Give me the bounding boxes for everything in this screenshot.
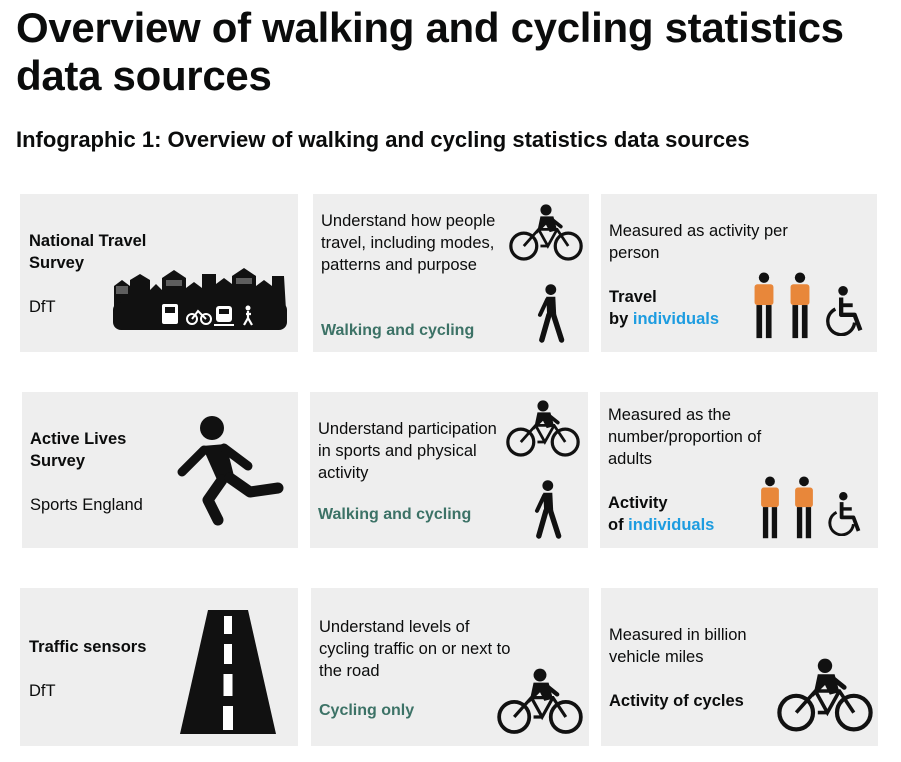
source-org: DfT [29, 298, 56, 316]
source-org: DfT [29, 682, 56, 700]
cyclist-icon [497, 668, 583, 738]
card-source-active-lives-survey [22, 392, 298, 548]
page-title: Overview of walking and cycling statistics data sources [16, 4, 844, 99]
purpose-text: Understand levels of cycling traffic on or next to the road [319, 618, 511, 680]
measure-unit: Activity of cycles [609, 692, 744, 710]
measure-unit-line1: Activity [608, 494, 668, 512]
card-purpose-active-lives-survey [310, 392, 588, 548]
people-and-wheelchair-icon [751, 272, 871, 340]
measure-unit-highlight: individuals [632, 310, 720, 328]
pedestrian-icon [528, 478, 564, 540]
purpose-scope: Cycling only [319, 702, 415, 719]
measure-unit-highlight: individuals [628, 516, 715, 534]
source-org: Sports England [30, 496, 143, 514]
cyclist-icon [777, 658, 873, 736]
measure-unit-line1: Travel [609, 288, 657, 306]
measure-unit-prefix: by [609, 310, 629, 328]
measure-unit-prefix: of [608, 516, 624, 534]
measure-text: Measured as activity per person [609, 222, 788, 262]
purpose-scope: Walking and cycling [318, 506, 472, 523]
cyclist-icon [506, 400, 580, 460]
card-measure-national-travel-survey [601, 194, 877, 352]
measure-unit [608, 492, 758, 536]
people-and-wheelchair-icon [758, 476, 868, 540]
cyclist-icon [509, 204, 583, 264]
source-name: Traffic sensors [29, 638, 147, 656]
card-source-national-travel-survey [20, 194, 298, 352]
card-source-traffic-sensors [20, 588, 298, 746]
purpose-scope: Walking and cycling [321, 322, 475, 339]
measure-text: Measured in billion vehicle miles [609, 626, 747, 666]
purpose-text: Understand participation in sports and physical activity [318, 420, 497, 482]
card-purpose-national-travel-survey [313, 194, 589, 352]
card-measure-traffic-sensors [601, 588, 878, 746]
source-name: Active Lives Survey [30, 430, 127, 470]
town-transport-icon [112, 262, 288, 330]
measure-text: Measured as the number/proportion of adults [608, 406, 762, 468]
measure-unit [609, 286, 759, 330]
card-measure-active-lives-survey [600, 392, 878, 548]
pedestrian-icon [531, 282, 567, 344]
infographic-title: Infographic 1: Overview of walking and cycling statistics data sources [16, 127, 750, 152]
runner-icon [172, 416, 288, 526]
purpose-text: Understand how people travel, including modes, patterns and purpose [321, 212, 496, 274]
card-purpose-traffic-sensors [311, 588, 589, 746]
source-name: National Travel Survey [29, 232, 147, 272]
road-icon [178, 610, 278, 734]
